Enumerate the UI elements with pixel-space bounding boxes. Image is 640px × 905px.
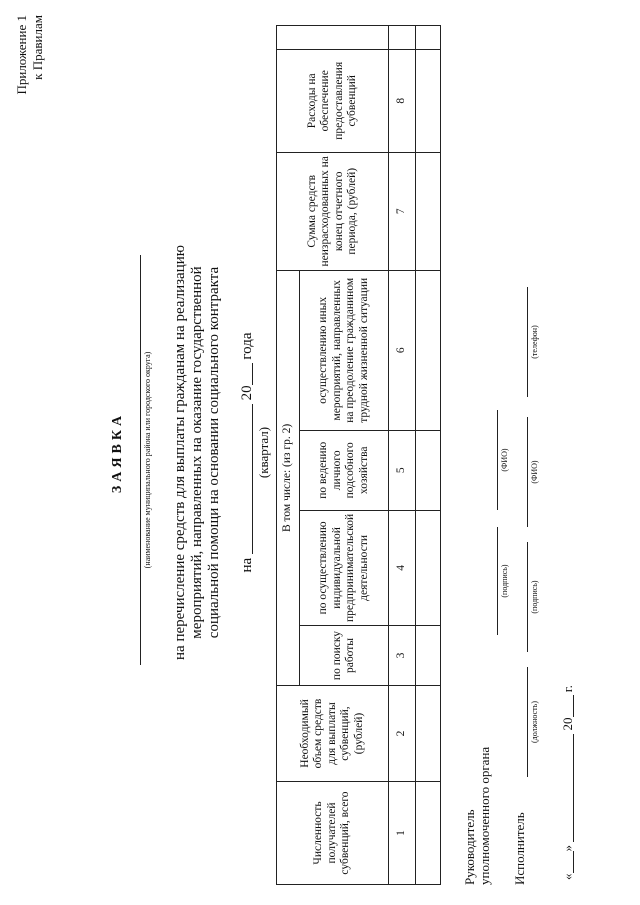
period-year-prefix: 20 (239, 385, 255, 401)
subsidy-table (276, 25, 441, 885)
column-number: 8 (389, 49, 416, 152)
column-number: 2 (389, 686, 416, 782)
column-number: 6 (389, 270, 416, 430)
header-required-amount: Необходимый объем средств для выплаты субвенций, (рублей) (277, 686, 389, 782)
executor-signature-caption: (подпись) (530, 580, 539, 614)
appendix-line-2: к Правилам (30, 15, 45, 80)
header-household-farming: по ведению личного подсобного хозяйства (300, 430, 389, 510)
column-number: 7 (389, 152, 416, 270)
header-other-measures: осуществлению иных мероприятий, направленных на преодоление гражданином трудной жизненной ситуации (300, 270, 389, 430)
extra-column-cell (389, 25, 416, 49)
reporting-period (238, 0, 256, 905)
data-cell-required-amount[interactable] (416, 686, 441, 782)
purpose-line-2: мероприятий, направленных на оказание государственной (189, 266, 205, 639)
data-cell-household-farming[interactable] (416, 430, 441, 510)
purpose-line-1: на перечисление средств для выплаты гражданам на реализацию (172, 245, 188, 660)
head-label-line-2: уполномоченного органа (477, 746, 492, 885)
data-cell-admin-expenses[interactable] (416, 49, 441, 152)
date-line (560, 685, 575, 880)
header-unspent-amount: Сумма средств неизрасходованных на конец отчетного периода, (рублей) (277, 152, 389, 270)
month-field[interactable] (561, 734, 574, 842)
column-number: 3 (389, 626, 416, 686)
date-close-quote: » (560, 845, 575, 852)
executor-signature-line[interactable] (527, 542, 528, 652)
executor-phone-line[interactable] (527, 287, 528, 397)
appendix-note (14, 15, 46, 155)
head-signature-line[interactable] (497, 527, 498, 635)
date-year-field[interactable] (561, 696, 574, 718)
executor-phone-caption: (телефон) (530, 325, 539, 359)
appendix-line-1: Приложение 1 (14, 15, 29, 95)
executor-position-caption: (должность) (530, 701, 539, 743)
purpose-line-3: социальной помощи на основании социального контракта (206, 266, 222, 639)
date-suffix: г. (560, 685, 575, 693)
request-purpose (172, 0, 223, 905)
data-cell-entrepreneurship[interactable] (416, 510, 441, 625)
header-breakdown-group: В том числе: (из гр. 2) (277, 270, 300, 685)
date-open-quote: « (560, 873, 575, 880)
period-prefix: на (239, 557, 255, 573)
executor-position-line[interactable] (527, 667, 528, 777)
extra-column-header (277, 25, 389, 49)
header-recipients-count: Численность получателей субвенций, всего (277, 782, 389, 885)
head-fio-caption: (ФИО) (500, 448, 509, 472)
header-entrepreneurship: по осуществлению индивидуальной предпринимательской деятельности (300, 510, 389, 625)
quarter-field[interactable] (238, 404, 253, 554)
executor-label: Исполнитель (512, 812, 527, 885)
quarter-caption: (квартал) (256, 426, 271, 479)
head-signature-caption: (подпись) (500, 564, 509, 598)
extra-column-cell (416, 25, 441, 49)
municipality-name-line[interactable] (140, 255, 141, 665)
column-number: 4 (389, 510, 416, 625)
head-of-agency-label (462, 747, 492, 885)
date-year-prefix: 20 (560, 717, 575, 731)
head-label-line-1: Руководитель (462, 809, 477, 885)
period-suffix: года (239, 332, 255, 360)
data-cell-unspent-amount[interactable] (416, 152, 441, 270)
column-number: 5 (389, 430, 416, 510)
header-job-search: по поиску работы (300, 626, 389, 686)
data-cell-recipients[interactable] (416, 782, 441, 885)
year-field[interactable] (238, 363, 253, 385)
header-admin-expenses: Расходы на обеспечение предоставления субвенций (277, 49, 389, 152)
executor-fio-caption: (ФИО) (530, 460, 539, 484)
data-cell-other-measures[interactable] (416, 270, 441, 430)
document-title: ЗАЯВКА (110, 411, 125, 494)
head-fio-line[interactable] (497, 410, 498, 510)
data-cell-job-search[interactable] (416, 626, 441, 686)
column-number: 1 (389, 782, 416, 885)
municipality-caption: (наименование муниципального района или городского округа) (143, 351, 152, 569)
executor-fio-line[interactable] (527, 417, 528, 527)
day-field[interactable] (561, 852, 574, 874)
